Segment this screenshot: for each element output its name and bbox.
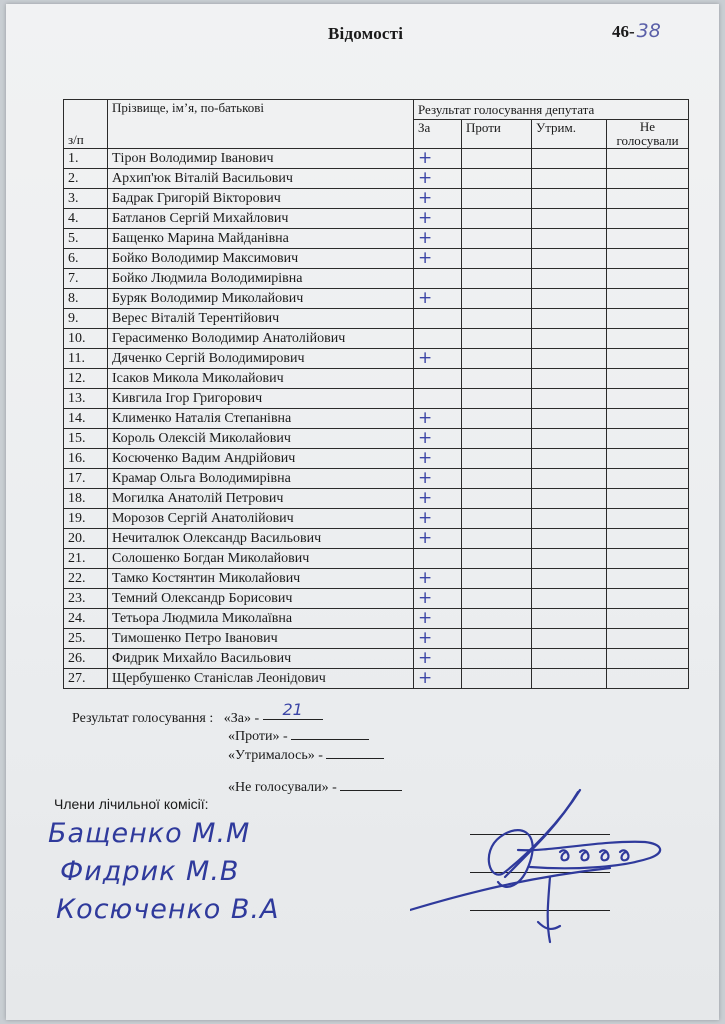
row-number: 19. (64, 509, 108, 529)
row-vote-proty (462, 609, 532, 629)
table-row (64, 589, 689, 609)
row-vote-proty (462, 489, 532, 509)
row-vote-utrym (532, 209, 607, 229)
row-vote-za: + (414, 629, 462, 649)
row-name: Герасименко Володимир Анатолійович (108, 329, 414, 349)
row-vote-proty (462, 329, 532, 349)
member-signature-3: Косюченко В.А (56, 894, 280, 925)
handwritten-signature (410, 782, 680, 952)
row-vote-ne-golos (607, 489, 689, 509)
summary-label: Результат голосування : (72, 711, 214, 726)
document-number-handwritten: 38 (636, 20, 661, 42)
header-proty: Проти (462, 120, 532, 149)
row-vote-utrym (532, 529, 607, 549)
row-vote-proty (462, 349, 532, 369)
row-name: Клименко Наталія Степанівна (108, 409, 414, 429)
row-vote-za (414, 369, 462, 389)
row-name: Темний Олександр Борисович (108, 589, 414, 609)
table-row (64, 509, 689, 529)
row-vote-za (414, 549, 462, 569)
table-row (64, 669, 689, 689)
member-signature-2: Фидрик М.В (60, 856, 240, 887)
row-vote-proty (462, 189, 532, 209)
table-row (64, 369, 689, 389)
row-vote-za (414, 389, 462, 409)
table-row (64, 149, 689, 169)
row-vote-ne-golos (607, 449, 689, 469)
row-name: Кивгила Ігор Григорович (108, 389, 414, 409)
row-vote-ne-golos (607, 469, 689, 489)
table-row (64, 549, 689, 569)
row-vote-proty (462, 369, 532, 389)
row-vote-ne-golos (607, 529, 689, 549)
row-number: 8. (64, 289, 108, 309)
row-number: 22. (64, 569, 108, 589)
table-row (64, 189, 689, 209)
row-vote-za: + (414, 289, 462, 309)
row-vote-za: + (414, 429, 462, 449)
member-signature-1: Бащенко М.М (48, 818, 251, 849)
row-number: 17. (64, 469, 108, 489)
row-vote-za: + (414, 609, 462, 629)
row-vote-ne-golos (607, 629, 689, 649)
row-number: 3. (64, 189, 108, 209)
row-number: 23. (64, 589, 108, 609)
row-vote-za: + (414, 149, 462, 169)
row-number: 1. (64, 149, 108, 169)
row-vote-ne-golos (607, 569, 689, 589)
row-name: Буряк Володимир Миколайович (108, 289, 414, 309)
row-vote-proty (462, 669, 532, 689)
header-ne-golos: Не голосували (607, 120, 689, 149)
row-number: 25. (64, 629, 108, 649)
row-number: 27. (64, 669, 108, 689)
row-name: Ісаков Микола Миколайович (108, 369, 414, 389)
row-vote-proty (462, 269, 532, 289)
row-vote-za: + (414, 589, 462, 609)
row-number: 20. (64, 529, 108, 549)
row-vote-utrym (532, 569, 607, 589)
row-name: Нечиталюк Олександр Васильович (108, 529, 414, 549)
row-vote-za: + (414, 349, 462, 369)
row-vote-ne-golos (607, 329, 689, 349)
document-number (612, 20, 661, 42)
row-vote-utrym (532, 329, 607, 349)
row-vote-utrym (532, 349, 607, 369)
row-vote-utrym (532, 649, 607, 669)
row-name: Косюченко Вадим Андрійович (108, 449, 414, 469)
row-vote-za: + (414, 509, 462, 529)
summary-line-utrym (228, 746, 384, 764)
row-vote-utrym (532, 609, 607, 629)
row-name: Король Олексій Миколайович (108, 429, 414, 449)
row-vote-ne-golos (607, 369, 689, 389)
row-vote-proty (462, 249, 532, 269)
row-vote-proty (462, 429, 532, 449)
row-vote-ne-golos (607, 229, 689, 249)
table-row (64, 169, 689, 189)
row-number: 13. (64, 389, 108, 409)
row-vote-za: + (414, 529, 462, 549)
row-vote-za: + (414, 409, 462, 429)
row-number: 4. (64, 209, 108, 229)
row-name: Бащенко Марина Майданівна (108, 229, 414, 249)
table-row (64, 289, 689, 309)
row-vote-utrym (532, 229, 607, 249)
summary-ne-golos-label: «Не голосували» - (228, 780, 337, 795)
row-vote-proty (462, 209, 532, 229)
row-number: 21. (64, 549, 108, 569)
row-number: 10. (64, 329, 108, 349)
table-row (64, 389, 689, 409)
row-name: Тимошенко Петро Іванович (108, 629, 414, 649)
row-vote-za: + (414, 169, 462, 189)
row-vote-utrym (532, 269, 607, 289)
table-row (64, 569, 689, 589)
commission-label: Члени лічильної комісії: (54, 796, 209, 812)
header-result: Результат голосування депутата (414, 100, 689, 120)
table-row (64, 489, 689, 509)
row-name: Тірон Володимир Іванович (108, 149, 414, 169)
row-vote-proty (462, 569, 532, 589)
table-row (64, 429, 689, 449)
row-vote-utrym (532, 369, 607, 389)
row-vote-ne-golos (607, 189, 689, 209)
row-number: 11. (64, 349, 108, 369)
row-vote-ne-golos (607, 509, 689, 529)
row-vote-za: + (414, 189, 462, 209)
row-name: Солошенко Богдан Миколайович (108, 549, 414, 569)
row-vote-utrym (532, 489, 607, 509)
table-row (64, 209, 689, 229)
row-name: Бойко Володимир Максимович (108, 249, 414, 269)
row-vote-ne-golos (607, 149, 689, 169)
row-vote-za: + (414, 229, 462, 249)
summary-za-value: 21 (282, 700, 303, 719)
row-name: Фидрик Михайло Васильович (108, 649, 414, 669)
row-vote-ne-golos (607, 289, 689, 309)
row-name: Тамко Костянтин Миколайович (108, 569, 414, 589)
row-vote-ne-golos (607, 429, 689, 449)
row-vote-utrym (532, 309, 607, 329)
row-vote-proty (462, 389, 532, 409)
row-vote-za: + (414, 249, 462, 269)
voting-table (63, 99, 689, 689)
table-row (64, 529, 689, 549)
summary-za-blank (263, 700, 323, 720)
row-number: 6. (64, 249, 108, 269)
table-row (64, 269, 689, 289)
row-vote-utrym (532, 629, 607, 649)
row-vote-utrym (532, 669, 607, 689)
row-number: 16. (64, 449, 108, 469)
row-vote-ne-golos (607, 549, 689, 569)
row-name: Морозов Сергій Анатолійович (108, 509, 414, 529)
row-vote-proty (462, 449, 532, 469)
summary-ne-golos-blank (340, 778, 402, 791)
header-name: Прізвище, ім’я, по-батькові (108, 100, 414, 149)
table-row (64, 649, 689, 669)
row-vote-proty (462, 409, 532, 429)
table-row (64, 349, 689, 369)
row-vote-ne-golos (607, 409, 689, 429)
row-vote-proty (462, 469, 532, 489)
row-name: Тетьора Людмила Миколаївна (108, 609, 414, 629)
row-vote-proty (462, 169, 532, 189)
row-vote-utrym (532, 449, 607, 469)
row-number: 2. (64, 169, 108, 189)
summary-utrym-blank (326, 746, 384, 759)
row-vote-proty (462, 149, 532, 169)
row-vote-za: + (414, 209, 462, 229)
row-vote-utrym (532, 549, 607, 569)
row-vote-proty (462, 509, 532, 529)
row-number: 26. (64, 649, 108, 669)
row-vote-proty (462, 229, 532, 249)
table-row (64, 449, 689, 469)
table-row (64, 249, 689, 269)
table-row (64, 409, 689, 429)
row-number: 14. (64, 409, 108, 429)
table-row (64, 229, 689, 249)
row-name: Крамар Ольга Володимирівна (108, 469, 414, 489)
row-vote-ne-golos (607, 349, 689, 369)
row-vote-proty (462, 629, 532, 649)
row-vote-ne-golos (607, 649, 689, 669)
header-num: з/п (64, 100, 108, 149)
summary-line-proty (228, 727, 369, 745)
summary-proty-label: «Проти» - (228, 729, 288, 744)
row-vote-ne-golos (607, 609, 689, 629)
row-number: 18. (64, 489, 108, 509)
row-number: 9. (64, 309, 108, 329)
summary-utrym-label: «Утрималось» - (228, 748, 323, 763)
row-vote-ne-golos (607, 669, 689, 689)
row-vote-proty (462, 289, 532, 309)
row-name: Батланов Сергій Михайлович (108, 209, 414, 229)
row-number: 7. (64, 269, 108, 289)
row-vote-za: + (414, 669, 462, 689)
row-vote-za (414, 329, 462, 349)
row-vote-ne-golos (607, 589, 689, 609)
row-vote-za: + (414, 489, 462, 509)
summary-line-za (72, 700, 323, 727)
row-vote-ne-golos (607, 269, 689, 289)
row-vote-utrym (532, 149, 607, 169)
row-name: Могилка Анатолій Петрович (108, 489, 414, 509)
row-vote-proty (462, 549, 532, 569)
table-row (64, 609, 689, 629)
row-vote-ne-golos (607, 169, 689, 189)
row-vote-za: + (414, 449, 462, 469)
row-name: Бойко Людмила Володимирівна (108, 269, 414, 289)
row-vote-za (414, 269, 462, 289)
table-row (64, 469, 689, 489)
row-name: Архип'юк Віталій Васильович (108, 169, 414, 189)
summary-proty-blank (291, 727, 369, 740)
row-number: 5. (64, 229, 108, 249)
row-vote-utrym (532, 509, 607, 529)
row-vote-utrym (532, 249, 607, 269)
row-vote-utrym (532, 189, 607, 209)
row-vote-utrym (532, 409, 607, 429)
row-vote-proty (462, 589, 532, 609)
row-vote-za (414, 309, 462, 329)
row-number: 24. (64, 609, 108, 629)
summary-line-ne-golos (228, 778, 402, 796)
row-vote-proty (462, 649, 532, 669)
header-utrym: Утрим. (532, 120, 607, 149)
row-vote-ne-golos (607, 209, 689, 229)
row-vote-ne-golos (607, 389, 689, 409)
document-number-label: 46- (612, 22, 635, 41)
row-name: Бадрак Григорій Вікторович (108, 189, 414, 209)
row-name: Верес Віталій Терентійович (108, 309, 414, 329)
row-vote-ne-golos (607, 309, 689, 329)
document-title: Відомості (328, 24, 404, 43)
row-vote-utrym (532, 469, 607, 489)
row-vote-utrym (532, 589, 607, 609)
row-vote-utrym (532, 169, 607, 189)
table-body (64, 149, 689, 689)
header-za: За (414, 120, 462, 149)
row-vote-utrym (532, 289, 607, 309)
table-row (64, 329, 689, 349)
row-name: Дяченко Сергій Володимирович (108, 349, 414, 369)
row-vote-ne-golos (607, 249, 689, 269)
row-vote-za: + (414, 649, 462, 669)
row-number: 15. (64, 429, 108, 449)
row-vote-proty (462, 309, 532, 329)
row-number: 12. (64, 369, 108, 389)
summary-za-label: «За» - (223, 711, 260, 726)
row-name: Щербушенко Станіслав Леонідович (108, 669, 414, 689)
row-vote-proty (462, 529, 532, 549)
row-vote-za: + (414, 569, 462, 589)
row-vote-za: + (414, 469, 462, 489)
table-row (64, 629, 689, 649)
row-vote-utrym (532, 429, 607, 449)
row-vote-utrym (532, 389, 607, 409)
table-row (64, 309, 689, 329)
